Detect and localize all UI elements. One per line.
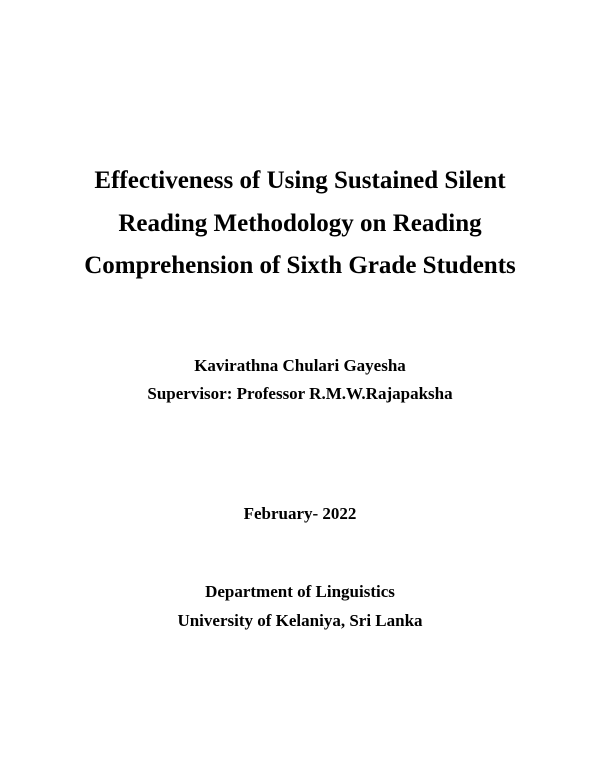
- supervisor: Supervisor: Professor R.M.W.Rajapaksha: [147, 384, 453, 403]
- title-line-3: Comprehension of Sixth Grade Students: [84, 252, 516, 279]
- title-line-1: Effectiveness of Using Sustained Silent: [94, 167, 506, 194]
- title-line-2: Reading Methodology on Reading: [118, 210, 482, 237]
- date: February- 2022: [243, 504, 357, 523]
- department: Department of Linguistics: [205, 582, 395, 601]
- author-name: Kavirathna Chulari Gayesha: [194, 356, 406, 375]
- university: University of Kelaniya, Sri Lanka: [177, 611, 423, 630]
